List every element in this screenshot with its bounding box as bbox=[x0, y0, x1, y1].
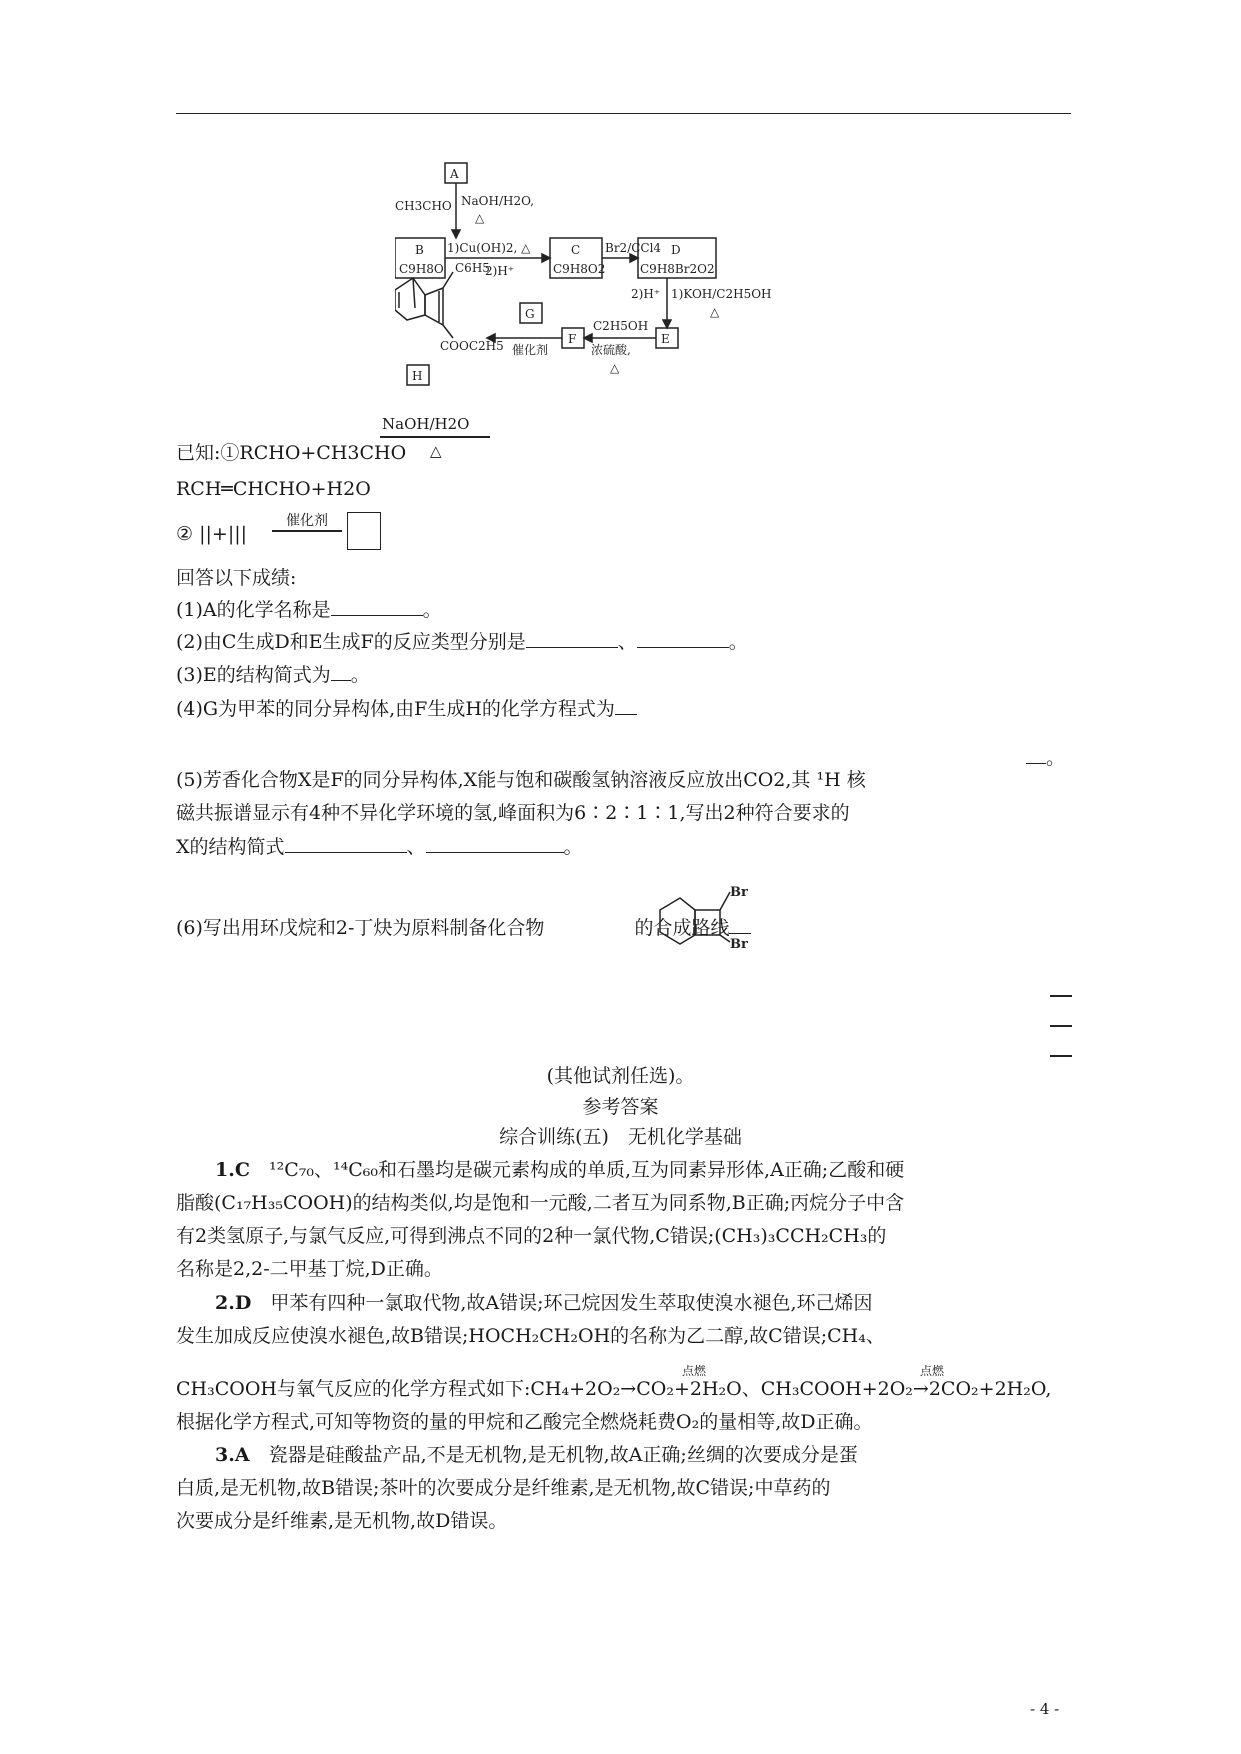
svg-text:Br2/CCl4: Br2/CCl4 bbox=[605, 241, 662, 255]
q1-text: (1)A的化学名称是 bbox=[176, 599, 331, 621]
answer-3-line2: 白质,是无机物,故B错误;茶叶的次要成分是纤维素,是无机物,故C错误;中草药的 bbox=[176, 1477, 831, 1499]
answer-2-cond2: 点燃 bbox=[920, 1364, 945, 1378]
question-6-end: (其他试剂任选)。 bbox=[546, 1065, 695, 1087]
q4-blank-2[interactable] bbox=[1026, 745, 1046, 764]
q3-text: (3)E的结构简式为 bbox=[176, 664, 331, 686]
answer-2-line3: CH₃COOH与氧气反应的化学方程式如下:CH₄+2O₂→CO₂+2H₂O、CH₃COOH+2O₂→2CO₂+2H₂O, bbox=[176, 1378, 1052, 1400]
q2-text: (2)由C生成D和E生成F的反应类型分别是 bbox=[176, 631, 526, 653]
q5-sep: 、 bbox=[406, 836, 426, 858]
svg-text:CH3CHO: CH3CHO bbox=[395, 199, 452, 213]
question-5-line2: 磁共振谱显示有4种不异化学环境的氢,峰面积为6∶2∶1∶1,写出2种符合要求的 bbox=[176, 802, 850, 824]
question-4 bbox=[176, 696, 637, 722]
question-1 bbox=[176, 597, 442, 623]
q1-end: 。 bbox=[422, 599, 442, 621]
svg-text:2)H⁺: 2)H⁺ bbox=[631, 287, 661, 301]
svg-text:2)H⁺: 2)H⁺ bbox=[485, 264, 515, 278]
q6-structure bbox=[650, 880, 750, 960]
svg-text:C: C bbox=[571, 243, 581, 257]
known-catalyst: 催化剂 bbox=[286, 513, 328, 529]
known-line2: RCH═CHCHO+H2O bbox=[176, 478, 371, 500]
svg-text:C9H8O: C9H8O bbox=[399, 262, 444, 276]
svg-text:△: △ bbox=[710, 305, 720, 319]
questions-intro: 回答以下成绩: bbox=[176, 567, 297, 589]
svg-text:△: △ bbox=[475, 211, 485, 225]
answer-1-line1 bbox=[215, 1157, 904, 1183]
q5-blank-1[interactable] bbox=[285, 834, 407, 853]
question-2 bbox=[176, 629, 748, 655]
q2-blank-2[interactable] bbox=[637, 629, 729, 648]
answer-3-line3: 次要成分是纤维素,是无机物,故D错误。 bbox=[176, 1510, 508, 1532]
reaction-scheme bbox=[395, 160, 865, 405]
answer-line-3 bbox=[1050, 1055, 1072, 1057]
answer-3-text: 瓷器是硅酸盐产品,不是无机物,是无机物,故A正确;丝绸的次要成分是蛋 bbox=[268, 1444, 858, 1466]
svg-text:G: G bbox=[525, 307, 535, 321]
known-arrow2 bbox=[272, 530, 342, 532]
answer-2-cond1: 点燃 bbox=[682, 1364, 707, 1378]
q6-text: (6)写出用环戊烷和2-丁炔为原料制备化合物 bbox=[176, 917, 545, 939]
answer-3-number: 3.A bbox=[215, 1444, 250, 1466]
svg-text:C2H5OH: C2H5OH bbox=[593, 319, 649, 333]
known-line3-prefix: ② bbox=[176, 523, 194, 545]
q3-blank[interactable] bbox=[331, 662, 351, 681]
svg-text:NaOH/H2O,: NaOH/H2O, bbox=[461, 194, 535, 208]
question-3 bbox=[176, 662, 370, 688]
answer-2-line4: 根据化学方程式,可知等物资的量的甲烷和乙酸完全燃烧耗费O₂的量相等,故D正确。 bbox=[176, 1411, 873, 1433]
answer-1-line3: 有2类氢原子,与氯气反应,可得到沸点不同的2种一氯代物,C错误;(CH₃)₃CCH₂CH₃的 bbox=[176, 1225, 887, 1247]
q5-blank-2[interactable] bbox=[426, 834, 564, 853]
known-delta: △ bbox=[430, 442, 442, 460]
svg-text:1)Cu(OH)2, △: 1)Cu(OH)2, △ bbox=[447, 241, 531, 255]
q6-br1: Br bbox=[730, 885, 748, 900]
svg-text:1)KOH/C2H5OH: 1)KOH/C2H5OH bbox=[671, 287, 772, 301]
q4-text: (4)G为甲苯的同分异构体,由F生成H的化学方程式为 bbox=[176, 698, 615, 720]
page-number: - 4 - bbox=[1030, 1700, 1060, 1718]
q2-blank-1[interactable] bbox=[526, 629, 618, 648]
svg-text:C9H8Br2O2: C9H8Br2O2 bbox=[640, 262, 715, 276]
answer-2-line2: 发生加成反应使溴水褪色,故B错误;HOCH₂CH₂OH的名称为乙二醇,故C错误;CH₄、 bbox=[176, 1325, 885, 1347]
bond-symbols: ||+||| bbox=[199, 523, 248, 545]
question-5-line1: (5)芳香化合物X是F的同分异构体,X能与饱和碳酸氢钠溶液反应放出CO2,其 ¹H 核 bbox=[176, 769, 866, 791]
answer-2-text: 甲苯有四种一氯取代物,故A错误;环己烷因发生萃取使溴水褪色,环己烯因 bbox=[270, 1292, 873, 1314]
answer-2-line1 bbox=[215, 1290, 873, 1316]
q3-end: 。 bbox=[350, 664, 370, 686]
answer-1-number: 1.C bbox=[215, 1159, 250, 1181]
svg-text:浓硫酸,: 浓硫酸, bbox=[591, 343, 631, 357]
svg-text:D: D bbox=[671, 243, 681, 257]
svg-text:H: H bbox=[412, 369, 423, 383]
q6-br2: Br bbox=[730, 937, 748, 952]
answer-1-line2: 脂酸(C₁₇H₃₅COOH)的结构类似,均是饱和一元酸,二者互为同系物,B正确;丙烷分子中含 bbox=[176, 1192, 905, 1214]
svg-text:C6H5: C6H5 bbox=[455, 261, 490, 275]
answer-line-2 bbox=[1050, 1025, 1072, 1027]
question-5-line3 bbox=[176, 834, 583, 860]
answers-subtitle: 综合训练(五) 无机化学基础 bbox=[499, 1126, 742, 1148]
q6-text-b: 的合成路线 bbox=[634, 917, 730, 939]
svg-text:催化剂: 催化剂 bbox=[512, 343, 549, 357]
svg-text:COOC2H5: COOC2H5 bbox=[440, 339, 504, 353]
answers-title: 参考答案 bbox=[582, 1096, 659, 1118]
answer-1-line4: 名称是2,2-二甲基丁烷,D正确。 bbox=[176, 1258, 443, 1280]
known-line3 bbox=[176, 521, 247, 547]
q1-blank[interactable] bbox=[331, 597, 423, 616]
known-line1: 已知:①RCHO+CH3CHO bbox=[176, 442, 407, 464]
answer-3-line1 bbox=[215, 1442, 858, 1468]
svg-text:A: A bbox=[450, 167, 459, 181]
question-4-end bbox=[1026, 745, 1065, 771]
q5-text: X的结构简式 bbox=[176, 836, 285, 858]
q2-end: 。 bbox=[728, 631, 748, 653]
svg-text:C9H8O2: C9H8O2 bbox=[553, 262, 606, 276]
q5-end: 。 bbox=[563, 836, 583, 858]
svg-text:△: △ bbox=[610, 361, 620, 375]
answer-2-number: 2.D bbox=[215, 1292, 252, 1314]
header-rule bbox=[176, 113, 1071, 114]
svg-text:F: F bbox=[568, 332, 577, 346]
q2-sep: 、 bbox=[617, 631, 637, 653]
cyclobutene-structure bbox=[347, 512, 381, 550]
svg-text:B: B bbox=[415, 243, 424, 257]
answer-line-1 bbox=[1050, 995, 1072, 997]
answer-1-text: ¹²C₇₀、¹⁴C₆₀和石墨均是碳元素构成的单质,互为同素异形体,A正确;乙酸和硬 bbox=[268, 1159, 905, 1181]
known-condition: NaOH/H2O bbox=[382, 415, 470, 433]
svg-text:E: E bbox=[661, 332, 670, 346]
q4-blank[interactable] bbox=[615, 696, 637, 715]
q4-end: 。 bbox=[1046, 747, 1066, 769]
